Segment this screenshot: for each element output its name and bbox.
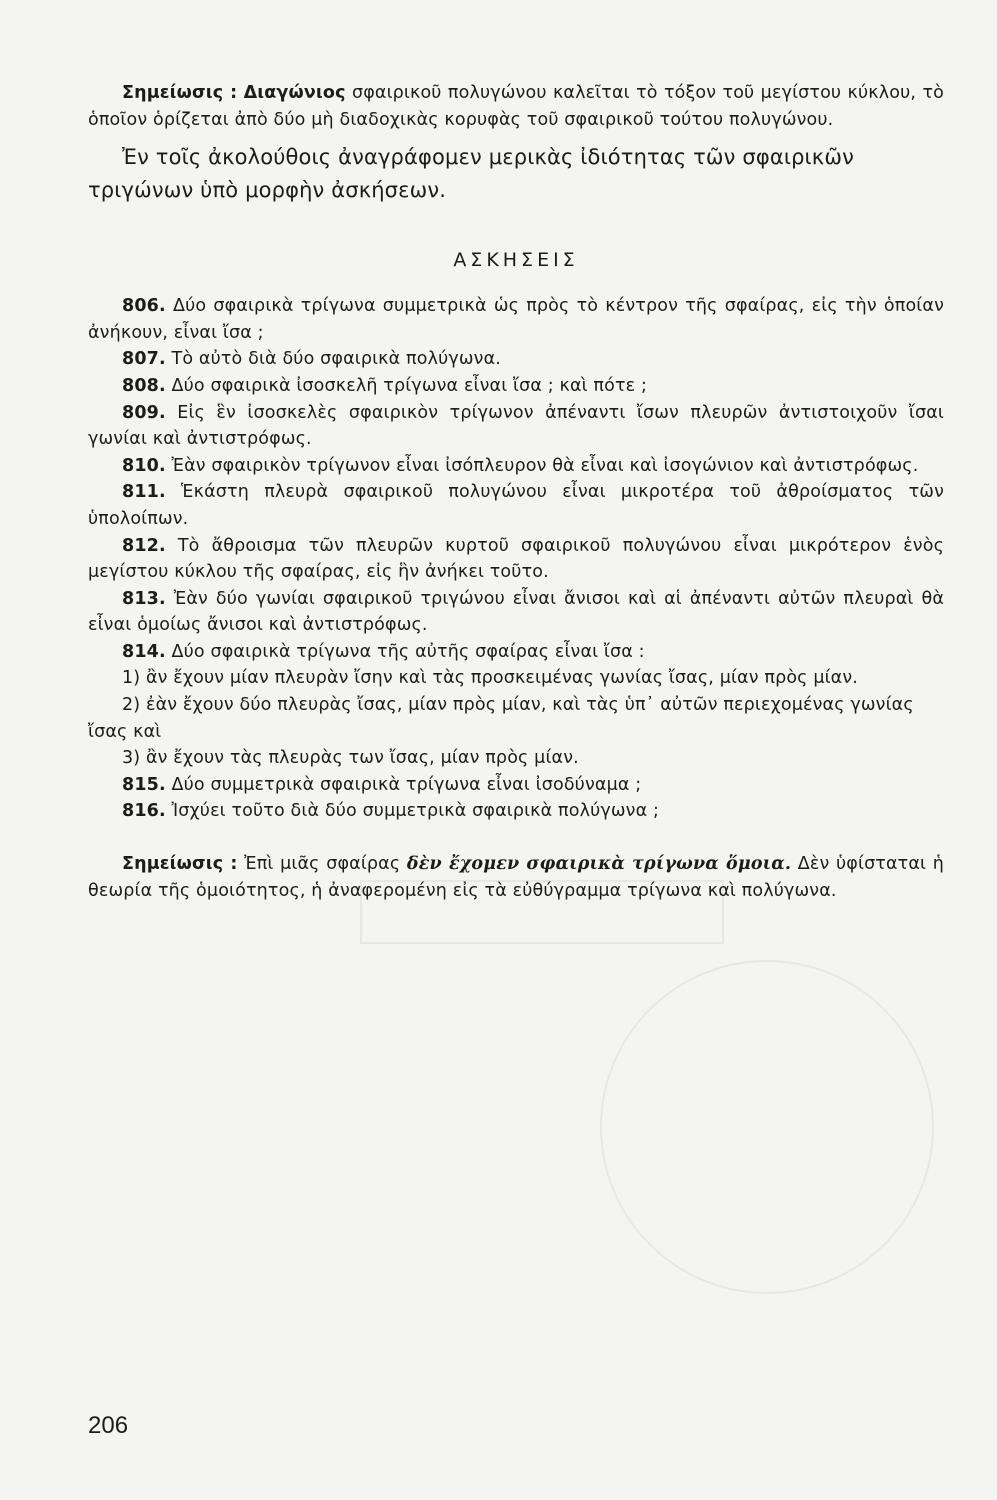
exercise-text: Δύο σφαιρικὰ τρίγωνα συμμετρικὰ ὡς πρὸς τὸ κέντρον τῆς σφαίρας, εἰς τὴν ὁποίαν ἀνήκουν, εἶναι ἴσα ; bbox=[88, 296, 944, 343]
exercise-814-case-2: 2) ἐὰν ἔχουν δύο πλευρὰς ἴσας, μίαν πρὸς μίαν, καὶ τὰς ὑπ᾽ αὐτῶν περιεχομένας γωνίας ἴσας καὶ bbox=[88, 695, 914, 742]
exercise-814 bbox=[88, 639, 944, 666]
exercise-text: Δύο συμμετρικὰ σφαιρικὰ τρίγωνα εἶναι ἰσοδύναμα ; bbox=[171, 774, 642, 795]
exercise-text: Ἑκάστη πλευρὰ σφαιρικοῦ πολυγώνου εἶναι μικροτέρα τοῦ ἀθροίσματος τῶν ὑπολοίπων. bbox=[88, 482, 945, 529]
exercise-number: 806. bbox=[122, 296, 166, 317]
note-bottom-pre: Ἐπὶ μιᾶς σφαίρας bbox=[244, 854, 401, 875]
exercise-number: 807. bbox=[122, 349, 166, 370]
exercise-text: Τὸ ἄθροισμα τῶν πλευρῶν κυρτοῦ σφαιρικοῦ πολυγώνου εἶναι μικρότερον ἑνὸς μεγίστου κύκλου τῆς σφαίρας, εἰς ἣν ἀνήκει τοῦτο. bbox=[88, 535, 945, 583]
exercise-number: 816. bbox=[122, 801, 166, 822]
exercise-810 bbox=[88, 453, 944, 480]
note-top bbox=[88, 80, 944, 133]
exercise-807 bbox=[88, 346, 944, 373]
intro-paragraph: Ἐν τοῖς ἀκολούθοις ἀναγράφομεν μερικὰς ἰδιότητας τῶν σφαιρικῶν τριγώνων ὑπὸ μορφὴν ἀσκήσεων. bbox=[88, 145, 854, 202]
exercise-813 bbox=[88, 586, 944, 639]
exercise-text: Εἰς ἓν ἰσοσκελὲς σφαιρικὸν τρίγωνον ἀπέναντι ἴσων πλευρῶν ἀντιστοιχοῦν ἴσαι γωνίαι καὶ ἀντιστρόφως. bbox=[88, 402, 944, 450]
exercise-text: Δύο σφαιρικὰ ἰσοσκελῆ τρίγωνα εἶναι ἴσα ; καὶ πότε ; bbox=[171, 375, 648, 396]
note-top-label: Σημείωσις : bbox=[122, 83, 238, 103]
exercise-number: 815. bbox=[122, 774, 166, 795]
exercise-number: 814. bbox=[122, 641, 166, 662]
exercise-text: Ἰσχύει τοῦτο διὰ δύο συμμετρικὰ σφαιρικὰ πολύγωνα ; bbox=[171, 801, 660, 822]
exercise-text: Τὸ αὐτὸ διὰ δύο σφαιρικὰ πολύγωνα. bbox=[171, 349, 501, 370]
note-top-text: σφαιρικοῦ πολυγώνου καλεῖται τὸ τόξον τοῦ μεγίστου κύκλου, τὸ ὁποῖον ὁρίζεται ἀπὸ δύο μὴ διαδοχικὰς κορυφὰς τοῦ σφαιρικοῦ τούτου πολυγώνου. bbox=[88, 83, 944, 130]
exercise-816 bbox=[88, 798, 944, 825]
exercise-806 bbox=[88, 293, 944, 346]
note-bottom-label: Σημείωσις : bbox=[122, 854, 238, 875]
section-heading: ΑΣΚΗΣΕΙΣ bbox=[453, 249, 579, 272]
exercise-number: 809. bbox=[122, 402, 166, 423]
note-bottom bbox=[88, 851, 944, 904]
exercise-text: Ἐὰν σφαιρικὸν τρίγωνον εἶναι ἰσόπλευρον θὰ εἶναι καὶ ἰσογώνιον καὶ ἀντιστρόφως. bbox=[171, 455, 919, 476]
page-number: 206 bbox=[88, 1412, 129, 1439]
exercise-number: 812. bbox=[122, 535, 166, 556]
exercise-814-case-1: 1) ἂν ἔχουν μίαν πλευρὰν ἴσην καὶ τὰς προσκειμένας γωνίας ἴσας, μίαν πρὸς μίαν. bbox=[122, 668, 858, 689]
exercise-text: Δύο σφαιρικὰ τρίγωνα τῆς αὐτῆς σφαίρας εἶναι ἴσα : bbox=[171, 641, 645, 662]
exercise-808 bbox=[88, 373, 944, 400]
exercise-811 bbox=[88, 479, 944, 532]
exercise-812 bbox=[88, 533, 944, 586]
exercise-number: 810. bbox=[122, 455, 166, 476]
exercise-number: 811. bbox=[122, 482, 166, 503]
exercise-809 bbox=[88, 400, 944, 453]
note-bottom-emphasis: δὲν ἔχομεν σφαιρικὰ τρίγωνα ὅμοια. bbox=[406, 854, 792, 875]
exercise-814-case-3: 3) ἂν ἔχουν τὰς πλευρὰς των ἴσας, μίαν πρὸς μίαν. bbox=[122, 748, 579, 769]
bleed-through-circle bbox=[600, 960, 934, 1294]
exercise-number: 813. bbox=[122, 588, 166, 609]
exercise-text: Ἐὰν δύο γωνίαι σφαιρικοῦ τριγώνου εἶναι ἄνισοι καὶ αἱ ἀπέναντι αὐτῶν πλευραὶ θὰ εἶναι ὁμοίως ἄνισοι καὶ ἀντιστρόφως. bbox=[88, 588, 945, 636]
page-body bbox=[88, 80, 944, 904]
note-top-term: Διαγώνιος bbox=[243, 83, 346, 103]
exercise-815 bbox=[88, 772, 944, 799]
exercise-number: 808. bbox=[122, 375, 166, 396]
note-bottom-post: Δὲν ὑφίσταται ἡ θεωρία τῆς ὁμοιότητος, ἡ ἀναφερομένη εἰς τὰ εὐθύγραμμα τρίγωνα καὶ πολύγωνα. bbox=[88, 854, 944, 901]
